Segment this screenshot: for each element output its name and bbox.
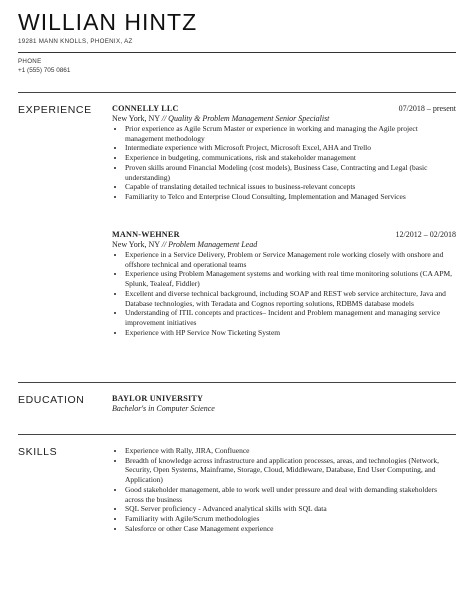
- job-location-role: [112, 114, 456, 124]
- list-item: • Prior experience as Agile Scrum Master or experience in working and managing the Agile project management methodology: [125, 124, 456, 143]
- list-item: • Experience with HP Service Now Ticketing System: [125, 328, 456, 338]
- job-bullets: [112, 250, 456, 337]
- education-entry: [112, 394, 456, 414]
- job-role: Problem Management Lead: [168, 240, 258, 249]
- job-dates: 07/2018 – present: [398, 104, 456, 113]
- header-divider: [18, 52, 456, 53]
- job-bullets: [112, 124, 456, 202]
- list-item: • Intermediate experience with Microsoft Project, Microsoft Excel, AHA and Trello: [125, 143, 456, 153]
- list-item: • Experience in a Service Delivery, Problem or Service Management role working closely with onshore and offshore technical and operational teams: [125, 250, 456, 269]
- list-item: • Experience using Problem Management systems and working with real time monitoring solutions (CA APM, Splunk, Tealeaf, Fiddler): [125, 269, 456, 288]
- resume-header: [18, 8, 456, 45]
- job-separator: //: [161, 114, 169, 123]
- job-location: New York, NY: [112, 240, 160, 249]
- list-item: • SQL Server proficiency - Advanced analytical skills with SQL data: [125, 504, 456, 514]
- job-separator: //: [161, 240, 169, 249]
- list-item: • Familiarity with Agile/Scrum methodologies: [125, 514, 456, 524]
- job-dates: 12/2012 – 02/2018: [395, 230, 456, 239]
- skills-bullets: [112, 446, 456, 533]
- list-item: • Experience with Rally, JIRA, Confluence: [125, 446, 456, 456]
- list-item: • Capable of translating detailed technical issues to business-relevant concepts: [125, 182, 456, 192]
- job-location-role: [112, 240, 456, 250]
- job-entry: [112, 104, 456, 202]
- section-divider: [18, 382, 456, 383]
- list-item: • Understanding of ITIL concepts and practices– Incident and Problem management and managing service improvement initiatives: [125, 308, 456, 327]
- job-company: CONNELLY LLC: [112, 104, 179, 113]
- list-item: • Proven skills around Financial Modeling (cost models), Business Case, Contracting and Legal (basic understanding): [125, 163, 456, 182]
- section-divider: [18, 92, 456, 93]
- education-section-title: EDUCATION: [18, 394, 85, 406]
- phone-label: PHONE: [18, 58, 42, 65]
- job-entry: [112, 230, 456, 337]
- section-divider: [18, 434, 456, 435]
- candidate-name: WILLIAN HINTZ: [18, 9, 198, 35]
- contact-phone-block: [18, 58, 70, 74]
- phone-number: +1 (555) 705 0861: [18, 67, 71, 74]
- job-company: MANN-WEHNER: [112, 230, 180, 239]
- school-name: BAYLOR UNIVERSITY: [112, 394, 204, 403]
- skills-section-title: SKILLS: [18, 446, 58, 458]
- list-item: • Salesforce or other Case Management experience: [125, 524, 456, 534]
- list-item: • Excellent and diverse technical background, including SOAP and REST web service architecture, Java and Database technologies, with Teradata and Cognos reporting solutions, RDBMS database models: [125, 289, 456, 308]
- list-item: • Experience in budgeting, communications, risk and stakeholder management: [125, 153, 456, 163]
- candidate-address: 19281 MANN KNOLLS, PHOENIX, AZ: [18, 38, 133, 45]
- degree: Bachelor's in Computer Science: [112, 404, 215, 413]
- list-item: • Breadth of knowledge across infrastructure and application processes, areas, and technologies (Network, Security, Open Systems, Mainframe, Storage, Cloud, Middleware, Database, End User Computing, and Application): [125, 456, 456, 485]
- list-item: • Good stakeholder management, able to work well under pressure and deal with demanding stakeholders across the business: [125, 485, 456, 504]
- job-location: New York, NY: [112, 114, 160, 123]
- job-role: Quality & Problem Management Senior Specialist: [168, 114, 330, 123]
- list-item: • Familiarity to Telco and Enterprise Cloud Consulting, Implementation and Managed Services: [125, 192, 456, 202]
- experience-section-title: EXPERIENCE: [18, 104, 92, 116]
- skills-list: [112, 446, 456, 533]
